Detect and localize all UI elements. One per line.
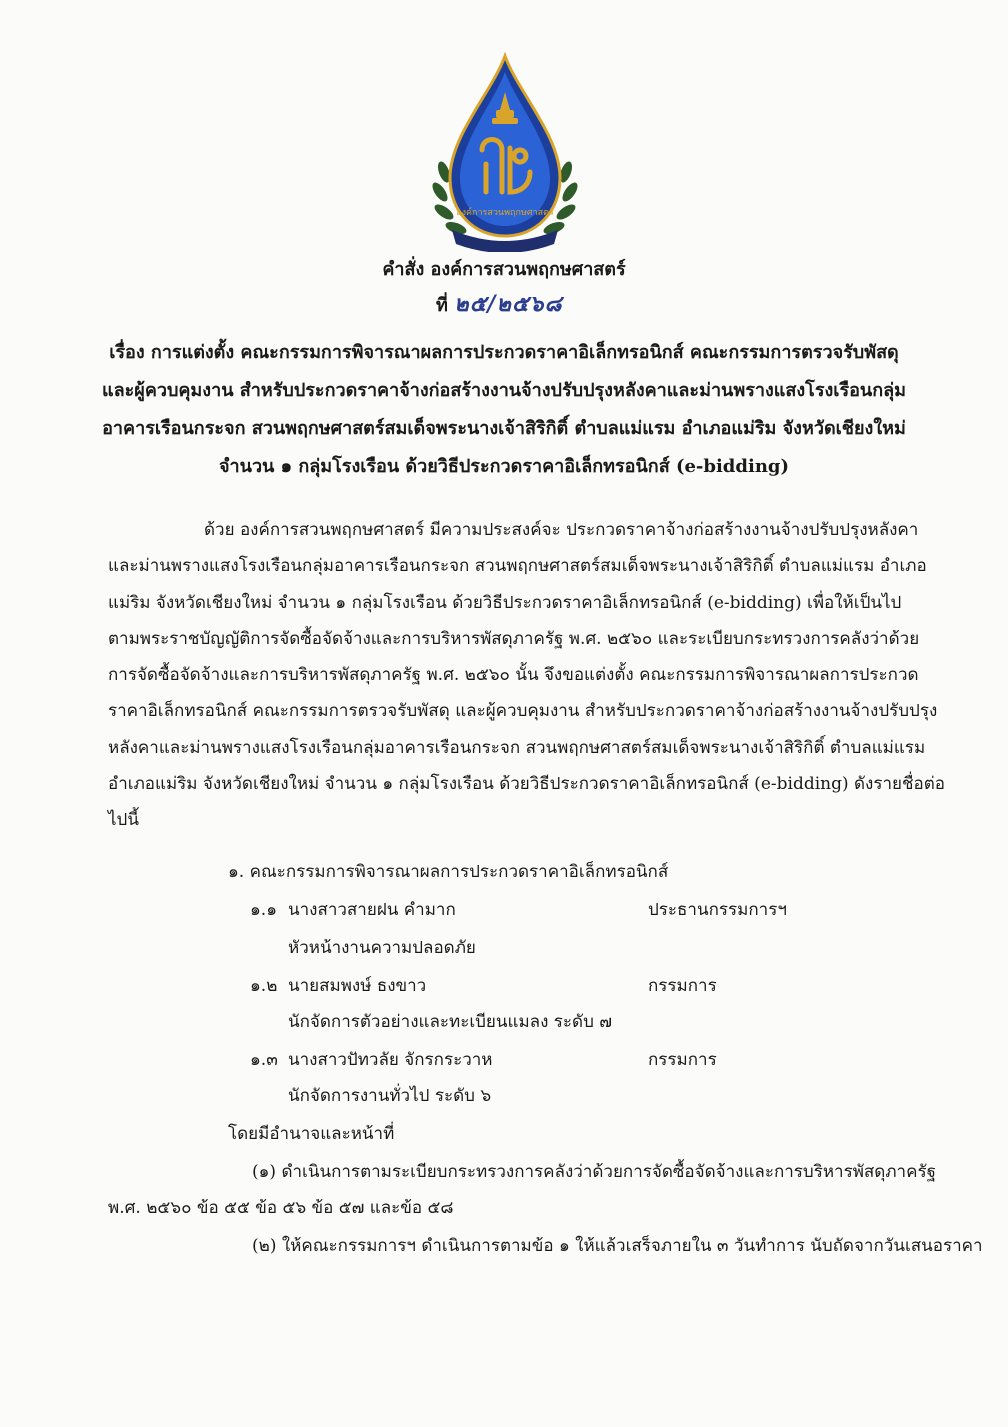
body-line: ไปนี้ — [108, 810, 139, 831]
subject-line: เรื่อง การแต่งตั้ง คณะกรรมการพิจารณาผลการประกวดราคาอิเล็กทรอนิกส์ คณะกรรมการตรวจรับพัสดุ — [109, 342, 899, 363]
member-role: ประธานกรรมการฯ — [648, 900, 787, 920]
order-number-label: ที่ — [436, 295, 448, 316]
duty-item: (๑) ดำเนินการตามระเบียบกระทรวงการคลังว่าด้วยการจัดซื้อจัดจ้างและการบริหารพัสดุภาครัฐ — [252, 1162, 936, 1182]
member-position: นักจัดการตัวอย่างและทะเบียนแมลง ระดับ ๗ — [288, 1012, 613, 1032]
body-line: ด้วย องค์การสวนพฤกษศาสตร์ มีความประสงค์จะ ประกวดราคาจ้างก่อสร้างงานจ้างปรับปรุงหลังคา — [204, 520, 919, 540]
body-line: การจัดซื้อจัดจ้างและการบริหารพัสดุภาครัฐ พ.ศ. ๒๕๖๐ นั้น จึงขอแต่งตั้ง คณะกรรมการพิจารณาผลการประกวด — [108, 665, 919, 686]
body-line: อำเภอแม่ริม จังหวัดเชียงใหม่ จำนวน ๑ กลุ่มโรงเรือน ด้วยวิธีประกวดราคาอิเล็กทรอนิกส์ (e-bidding) ดังรายชื่อต่อ — [108, 774, 945, 795]
member-number: ๑.๒ — [250, 976, 278, 996]
order-number-value: ๒๕/๒๕๖๘ — [454, 291, 563, 317]
emblem-text: องค์การสวนพฤกษศาสตร์ — [456, 208, 554, 218]
subject-line: และผู้ควบคุมงาน สำหรับประกวดราคาจ้างก่อสร้างงานจ้างปรับปรุงหลังคาและม่านพรางแสงโรงเรือนกลุ่ม — [101, 380, 907, 401]
duty-item-continued: พ.ศ. ๒๕๖๐ ข้อ ๕๕ ข้อ ๕๖ ข้อ ๕๗ และข้อ ๕๘ — [108, 1198, 454, 1218]
order-title: คำสั่ง องค์การสวนพฤกษศาสตร์ — [382, 259, 626, 280]
subject-line: อาคารเรือนกระจก สวนพฤกษศาสตร์สมเด็จพระนางเจ้าสิริกิติ์ ตำบลแม่แรม อำเภอแม่ริม จังหวัดเชียงใหม่ — [102, 418, 906, 439]
member-name: นางสาวสายฝน คำมาก — [288, 900, 456, 920]
committee-heading: ๑. คณะกรรมการพิจารณาผลการประกวดราคาอิเล็กทรอนิกส์ — [228, 862, 669, 882]
organization-emblem-icon — [422, 52, 588, 252]
member-number: ๑.๑ — [250, 900, 277, 920]
member-position: นักจัดการงานทั่วไป ระดับ ๖ — [288, 1086, 492, 1106]
body-paragraph — [108, 512, 945, 839]
body-line: และม่านพรางแสงโรงเรือนกลุ่มอาคารเรือนกระจก สวนพฤกษศาสตร์สมเด็จพระนางเจ้าสิริกิติ์ ตำบลแม่แรม อำเภอ — [108, 556, 927, 577]
body-line: ราคาอิเล็กทรอนิกส์ คณะกรรมการตรวจรับพัสดุ และผู้ควบคุมงาน สำหรับประกวดราคาจ้างก่อสร้างงานจ้างปรับปรุง — [108, 701, 938, 722]
member-position: หัวหน้างานความปลอดภัย — [288, 938, 476, 958]
body-line: ตามพระราชบัญญัติการจัดซื้อจัดจ้างและการบริหารพัสดุภาครัฐ พ.ศ. ๒๕๖๐ และระเบียบกระทรวงการคลังว่าด้วย — [108, 628, 920, 649]
subject-block — [100, 334, 908, 486]
body-line: หลังคาและม่านพรางแสงโรงเรือนกลุ่มอาคารเรือนกระจก สวนพฤกษศาสตร์สมเด็จพระนางเจ้าสิริกิติ์ ตำบลแม่แรม — [108, 737, 926, 758]
member-number: ๑.๓ — [250, 1050, 278, 1070]
member-name: นางสาวปัทวลัย จักรกระวาห — [288, 1050, 493, 1070]
duties-heading: โดยมีอำนาจและหน้าที่ — [228, 1124, 395, 1144]
member-name: นายสมพงษ์ ธงขาว — [288, 976, 427, 996]
member-role: กรรมการ — [648, 976, 717, 996]
body-line: แม่ริม จังหวัดเชียงใหม่ จำนวน ๑ กลุ่มโรงเรือน ด้วยวิธีประกวดราคาอิเล็กทรอนิกส์ (e-bidding) เพื่อให้เป็นไป — [108, 592, 902, 613]
duty-item: (๒) ให้คณะกรรมการฯ ดำเนินการตามข้อ ๑ ให้แล้วเสร็จภายใน ๓ วันทำการ นับถัดจากวันเสนอราคา — [252, 1236, 983, 1256]
subject-line: จำนวน ๑ กลุ่มโรงเรือน ด้วยวิธีประกวดราคาอิเล็กทรอนิกส์ (e-bidding) — [218, 456, 790, 477]
order-number — [436, 286, 562, 321]
member-role: กรรมการ — [648, 1050, 717, 1070]
